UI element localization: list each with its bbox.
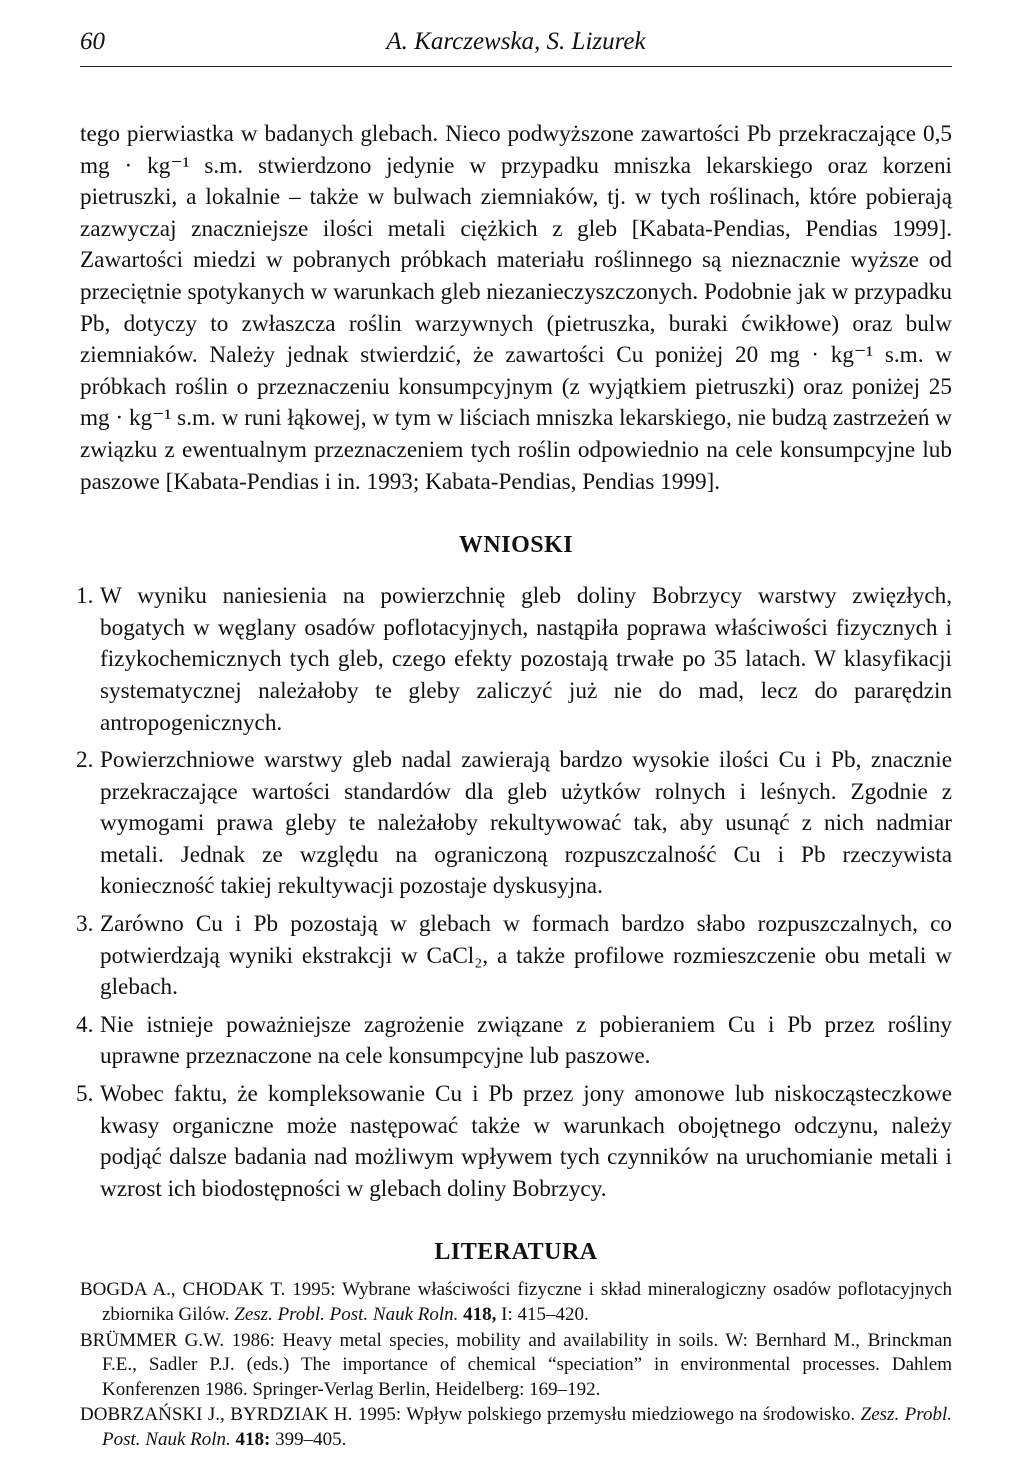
conclusion-text: Nie istnieje poważniejsze zagrożenie związane z pobieraniem Cu i Pb przez rośliny uprawne przeznaczone na cele konsumpcyjne lub paszowe.: [100, 1011, 952, 1070]
reference-entry: [80, 1329, 952, 1403]
conclusion-item: [76, 745, 952, 903]
reference-pages: 399–405.: [270, 1428, 347, 1450]
conclusions-title: WNIOSKI: [458, 532, 574, 559]
conclusion-number: 1.: [76, 583, 94, 610]
reference-entry: [80, 1403, 952, 1452]
reference-journal: Zesz. Probl. Post. Nauk Roln.: [102, 1404, 952, 1450]
reference-lead: BRÜMMER G.W. 1986: Heavy metal species, mobility and availability in soils. W: Bernhard M., Brinckman F.E., Sadler P.J. (eds.) The importance of chemical “speciation” in environmental processes. Dahlem Konferenzen 1986. Springer-Verlag Berlin, Heidelberg: 169–192.: [80, 1329, 952, 1400]
reference-volume: 418,: [463, 1304, 497, 1325]
conclusion-item: [76, 1079, 952, 1205]
conclusions-list: [76, 581, 952, 1205]
conclusion-number: 3.: [76, 911, 94, 938]
reference-lead: BOGDA A., CHODAK T. 1995: Wybrane właściwości fizyczne i skład mineralogiczny osadów poflotacyjnych zbiornika Gilów.: [80, 1279, 952, 1325]
running-header: [80, 22, 952, 67]
reference-entry: [80, 1278, 952, 1327]
body-paragraph: tego pierwiastka w badanych glebach. Nieco podwyższone zawartości Pb przekraczające 0,5 mg · kg⁻¹ s.m. stwierdzono jedynie w przypadku mniszka lekarskiego oraz korzeni pietruszki, a lokalnie – także w bulwach ziemniaków, tj. w tych roślinach, które pobierają zazwyczaj znaczniejsze ilości metali ciężkich z gleb [Kabata-Pendias, Pendias 1999]. Zawartości miedzi w pobranych próbkach materiału roślinnego są nieznacznie wyższe od przeciętnie spotykanych w warunkach gleb niezanieczyszczonych. Podobnie jak w przypadku Pb, dotyczy to zwłaszcza roślin warzywnych (pietruszka, buraki ćwikłowe) oraz bulw ziemniaków. Należy jednak stwierdzić, że zawartości Cu poniżej 20 mg · kg⁻¹ s.m. w próbkach roślin o przeznaczeniu konsumpcyjnym (z wyjątkiem pietruszki) oraz poniżej 25 mg · kg⁻¹ s.m. w runi łąkowej, w tym w liściach mniszka lekarskiego, nie budzą zastrzeżeń w związku z ewentualnym przeznaczeniem tych roślin odpowiednio na cele konsumpcyjne lub paszowe [Kabata-Pendias i in. 1993; Kabata-Pendias, Pendias 1999].: [80, 121, 952, 495]
conclusion-item: [76, 581, 952, 739]
reference-lead: DOBRZAŃSKI J., BYRDZIAK H. 1995: Wpływ polskiego przemysłu miedziowego na środowisko.: [80, 1404, 861, 1426]
reference-journal: Zesz. Probl. Post. Nauk Roln.: [234, 1304, 459, 1325]
body-text: [80, 119, 952, 498]
conclusion-text: Powierzchniowe warstwy gleb nadal zawierają bardzo wysokie ilości Cu i Pb, znacznie przekraczające wartości standardów dla gleb użytków rolnych i leśnych. Zgodnie z wymogami prawa gleby te należałoby rekultywować tak, aby usunąć z nich nadmiar metali. Jednak ze względu na ograniczoną rozpuszczalność Cu i Pb rzeczywista konieczność takiej rekultywacji pozostaje dyskusyjna.: [100, 747, 952, 900]
page: [76, 22, 952, 1454]
conclusion-item: [76, 909, 952, 1004]
conclusion-number: 4.: [76, 1011, 94, 1038]
reference-pages: I: 415–420.: [496, 1304, 589, 1325]
conclusion-item: [76, 1010, 952, 1073]
page-number: 60: [80, 28, 105, 55]
literature-title: LITERATURA: [434, 1239, 598, 1266]
conclusion-number: 2.: [76, 747, 94, 774]
reference-list: [80, 1278, 952, 1452]
running-header-authors: A. Karczewska, S. Lizurek: [386, 28, 646, 55]
reference-volume: 418:: [235, 1428, 271, 1450]
conclusion-text: Wobec faktu, że kompleksowanie Cu i Pb przez jony amonowe lub niskocząsteczkowe kwasy organiczne może następować także w warunkach obojętnego odczynu, należy podjąć dalsze badania nad możliwym wpływem tych czynników na uruchomianie metali i wzrost ich biodostępności w glebach doliny Bobrzycy.: [100, 1081, 952, 1202]
conclusion-number: 5.: [76, 1081, 94, 1108]
conclusion-text: W wyniku naniesienia na powierzchnię gleb doliny Bobrzycy warstwy zwięzłych, bogatych w węglany osadów poflotacyjnych, nastąpiła poprawa właściwości fizycznych i fizykochemicznych tych gleb, czego efekty pozostają trwałe po 35 latach. W klasyfikacji systematycznej należałoby te gleby zaliczyć już nie do mad, lecz do pararędzin antropogenicznych.: [100, 583, 952, 736]
conclusion-text: Zarówno Cu i Pb pozostają w glebach w formach bardzo słabo rozpuszczalnych, co potwierdzają wyniki ekstrakcji w CaCl₂, a także profilowe rozmieszczenie obu metali w glebach.: [100, 911, 952, 1001]
